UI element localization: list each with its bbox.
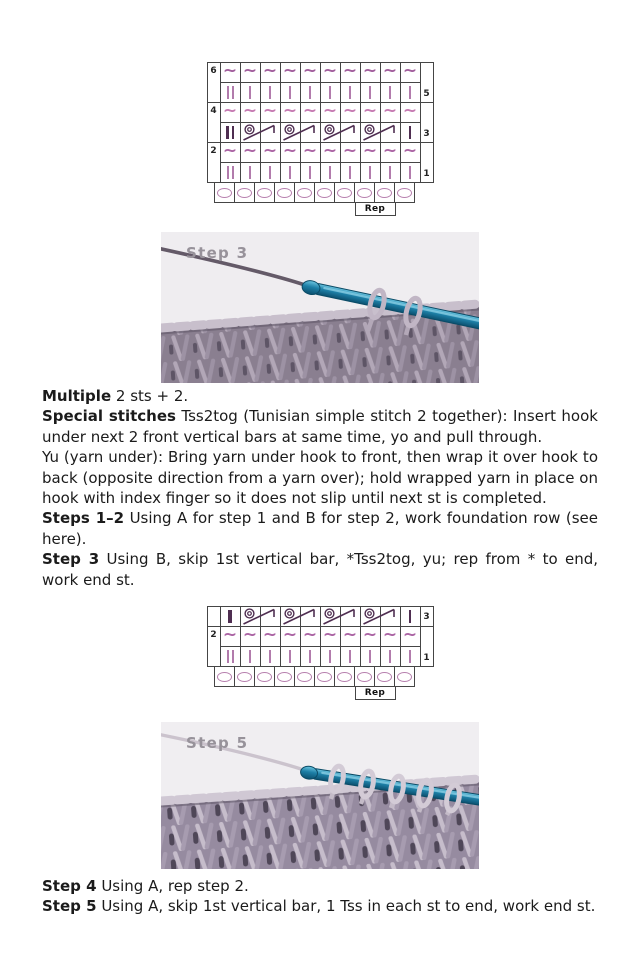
return-pass-symbol: ~ xyxy=(282,61,298,81)
instruction-lead: Step 4 xyxy=(42,877,97,896)
chart-cell xyxy=(334,666,355,687)
return-pass-symbol: ~ xyxy=(322,625,338,646)
chart-cell xyxy=(374,182,395,203)
return-pass-symbol: ~ xyxy=(402,61,418,81)
chart-cell xyxy=(214,182,235,203)
chain-symbol xyxy=(297,672,312,682)
rep-marker: Rep xyxy=(355,686,396,700)
tss2tog-yu-symbol xyxy=(360,606,401,627)
rep-marker: Rep xyxy=(355,202,396,216)
chart-cell xyxy=(380,626,401,647)
return-pass-symbol: ~ xyxy=(302,625,318,646)
chart-cell xyxy=(254,666,275,687)
return-pass-symbol: ~ xyxy=(282,101,298,121)
return-pass-symbol: ~ xyxy=(342,101,358,121)
chart-gutter xyxy=(420,62,434,83)
return-pass-symbol: ~ xyxy=(322,141,338,161)
return-pass-symbol: ~ xyxy=(222,101,238,121)
instruction-paragraph: Steps 1–2 Using A for step 1 and B for step 2, work foundation row (see here). xyxy=(42,509,598,548)
chart-cell xyxy=(280,162,301,183)
chart-cell xyxy=(314,666,335,687)
instruction-paragraph: Step 3 Using B, skip 1st vertical bar, *Tss2tog, yu; rep from * to end, work end st. xyxy=(42,550,598,589)
return-pass-symbol: ~ xyxy=(222,141,238,161)
return-pass-symbol: ~ xyxy=(402,141,418,161)
return-pass-symbol: ~ xyxy=(382,61,398,81)
tss-symbol xyxy=(309,86,311,99)
chart-cell xyxy=(360,102,381,123)
return-pass-symbol: ~ xyxy=(302,101,318,121)
row-number: 3 xyxy=(420,122,434,143)
chart-cell xyxy=(340,626,361,647)
chart-cell xyxy=(260,626,281,647)
tss-symbol xyxy=(269,650,271,663)
instruction-lead: Special stitches xyxy=(42,407,176,426)
chart-cell xyxy=(260,62,281,83)
end-stitch-symbol xyxy=(232,126,235,139)
chart-gutter xyxy=(207,606,221,627)
tss-symbol xyxy=(269,166,271,179)
chart-cell xyxy=(220,62,241,83)
chain-symbol xyxy=(357,188,372,198)
instruction-lead: Multiple xyxy=(42,387,112,405)
return-pass-symbol: ~ xyxy=(382,141,398,161)
tss-symbol xyxy=(249,86,251,99)
chart-gutter xyxy=(420,142,434,163)
row-number: 1 xyxy=(420,646,434,667)
tss2tog-yu-symbol xyxy=(360,122,401,143)
chart-cell xyxy=(320,626,341,647)
return-pass-symbol: ~ xyxy=(322,101,338,121)
row-number: 6 xyxy=(207,62,221,83)
chart-cell xyxy=(320,646,341,667)
foundation-row xyxy=(207,666,434,687)
chart-gutter xyxy=(420,102,434,123)
chain-symbol xyxy=(217,188,232,198)
return-pass-symbol: ~ xyxy=(242,101,258,121)
chart-cell xyxy=(320,142,341,163)
return-pass-symbol: ~ xyxy=(242,625,258,646)
return-pass-symbol: ~ xyxy=(262,141,278,161)
return-pass-symbol: ~ xyxy=(262,101,278,121)
chart-row xyxy=(207,82,434,103)
chart-row xyxy=(207,162,434,183)
return-pass-symbol: ~ xyxy=(222,625,238,646)
return-pass-symbol: ~ xyxy=(342,61,358,81)
chart-cell xyxy=(340,646,361,667)
chart-gutter xyxy=(207,646,221,667)
end-stitch-symbol xyxy=(232,650,234,663)
chart-cell xyxy=(340,142,361,163)
instruction-paragraph: Step 5 Using A, skip 1st vertical bar, 1 Tss in each st to end, work end st. xyxy=(42,897,596,916)
tss2tog-yu-symbol xyxy=(240,122,281,143)
tss-symbol xyxy=(249,166,251,179)
tss-symbol xyxy=(289,86,291,99)
chart-row xyxy=(207,646,434,667)
instruction-paragraph: Special stitches Tss2tog (Tunisian simple stitch 2 together): Insert hook under next 2 front vertical bars at same time, yo and pull through. xyxy=(42,407,598,446)
row-number: 2 xyxy=(207,626,221,647)
chart-cell xyxy=(220,646,241,667)
chart-cell xyxy=(240,82,261,103)
chart-cell xyxy=(234,666,255,687)
tss-symbol xyxy=(349,166,351,179)
chart-cell xyxy=(234,182,255,203)
photo-step-label: Step 5 xyxy=(186,734,249,753)
chart-cell xyxy=(280,142,301,163)
chart-cell xyxy=(260,82,281,103)
chart-cell xyxy=(220,162,241,183)
photo-step-label: Step 3 xyxy=(186,244,249,262)
chart-cell xyxy=(380,82,401,103)
chart-row xyxy=(207,122,434,143)
return-pass-symbol: ~ xyxy=(382,101,398,121)
chart-cell xyxy=(300,82,321,103)
return-pass-symbol: ~ xyxy=(242,61,258,81)
tss-symbol xyxy=(389,166,391,179)
chart-gutter xyxy=(207,122,221,143)
chart-gutter xyxy=(207,82,221,103)
return-pass-symbol: ~ xyxy=(282,141,298,161)
instruction-paragraph: Yu (yarn under): Bring yarn under hook to front, then wrap it over hook to back (opposite direction from a yarn over); hold wrapped yarn in place on hook with index finger so it does not slip until next st is completed. xyxy=(42,448,598,508)
chain-symbol xyxy=(317,188,332,198)
tss-symbol xyxy=(349,650,351,663)
return-pass-symbol: ~ xyxy=(362,625,378,646)
chart-cell xyxy=(380,162,401,183)
chart-cell xyxy=(314,182,335,203)
chart-cell xyxy=(400,626,421,647)
tss2tog-yu-symbol xyxy=(280,122,321,143)
chart-row xyxy=(207,142,434,163)
chart-cell xyxy=(240,162,261,183)
chart-gutter xyxy=(420,626,434,647)
chart-cell xyxy=(240,142,261,163)
chain-symbol xyxy=(337,672,352,682)
chain-symbol xyxy=(257,672,272,682)
instruction-lead: Step 5 xyxy=(42,897,97,916)
chain-symbol xyxy=(217,672,232,682)
chain-symbol xyxy=(277,672,292,682)
return-pass-symbol: ~ xyxy=(362,101,378,121)
step-3-photo xyxy=(161,232,479,383)
chain-symbol xyxy=(397,188,412,198)
instruction-lead: Steps 1–2 xyxy=(42,509,125,528)
chart-cell xyxy=(374,666,395,687)
chart-cell xyxy=(320,102,341,123)
chart-cell xyxy=(240,646,261,667)
tss-symbol xyxy=(228,610,232,623)
chart-cell xyxy=(220,122,241,143)
chart-cell xyxy=(340,62,361,83)
tss-symbol xyxy=(369,166,371,179)
foundation-row xyxy=(207,182,434,203)
chart-cell xyxy=(240,102,261,123)
chart-cell xyxy=(220,82,241,103)
chart-row xyxy=(207,606,434,627)
chart-cell xyxy=(294,182,315,203)
chart-cell xyxy=(300,142,321,163)
chart-cell xyxy=(340,102,361,123)
chain-symbol xyxy=(237,188,252,198)
chart-cell xyxy=(220,606,241,627)
tss-symbol xyxy=(289,650,291,663)
chart-cell xyxy=(400,646,421,667)
chart-cell xyxy=(300,646,321,667)
chart-cell xyxy=(254,182,275,203)
chart-cell xyxy=(220,626,241,647)
chart-cell xyxy=(274,666,295,687)
chart-cell xyxy=(380,646,401,667)
chart-cell xyxy=(300,102,321,123)
chart-cell xyxy=(360,82,381,103)
return-pass-symbol: ~ xyxy=(322,61,338,81)
chart-cell xyxy=(300,62,321,83)
tss-symbol xyxy=(409,126,411,139)
stitch-chart-bottom xyxy=(207,606,434,700)
row-number: 4 xyxy=(207,102,221,123)
chain-symbol xyxy=(337,188,352,198)
chain-symbol xyxy=(377,672,392,682)
chart-cell xyxy=(214,666,235,687)
chart-gutter xyxy=(207,162,221,183)
chart-cell xyxy=(400,606,421,627)
chart-cell xyxy=(400,142,421,163)
end-stitch-symbol xyxy=(232,166,234,179)
stitch-chart-top xyxy=(207,62,434,216)
chart-cell xyxy=(300,162,321,183)
chart-cell xyxy=(360,646,381,667)
tss-symbol xyxy=(249,650,251,663)
return-pass-symbol: ~ xyxy=(222,61,238,81)
end-stitch-symbol xyxy=(232,86,234,99)
chart-cell xyxy=(400,62,421,83)
return-pass-symbol: ~ xyxy=(302,141,318,161)
chart-cell xyxy=(360,62,381,83)
chain-symbol xyxy=(237,672,252,682)
chart-cell xyxy=(400,82,421,103)
instruction-lead: Step 3 xyxy=(42,550,100,569)
tss-symbol xyxy=(369,650,371,663)
return-pass-symbol: ~ xyxy=(402,625,418,646)
tss-symbol xyxy=(369,86,371,99)
chart-cell xyxy=(360,626,381,647)
tss-symbol xyxy=(289,166,291,179)
instruction-paragraph: Multiple 2 sts + 2. xyxy=(42,387,189,405)
row-number: 5 xyxy=(420,82,434,103)
chart-cell xyxy=(394,666,415,687)
chain-symbol xyxy=(277,188,292,198)
chart-cell xyxy=(394,182,415,203)
tss-symbol xyxy=(329,86,331,99)
chart-cell xyxy=(334,182,355,203)
return-pass-symbol: ~ xyxy=(262,61,278,81)
return-pass-symbol: ~ xyxy=(362,141,378,161)
return-pass-symbol: ~ xyxy=(382,625,398,646)
chain-symbol xyxy=(397,672,412,682)
chart-cell xyxy=(400,122,421,143)
chart-row xyxy=(207,62,434,83)
return-pass-symbol: ~ xyxy=(402,101,418,121)
chain-symbol xyxy=(377,188,392,198)
tss2tog-yu-symbol xyxy=(320,122,361,143)
chart-cell xyxy=(220,102,241,123)
chart-cell xyxy=(380,142,401,163)
chart-cell xyxy=(260,102,281,123)
tss-symbol xyxy=(349,86,351,99)
chart-cell xyxy=(400,102,421,123)
chart-cell xyxy=(300,626,321,647)
tss-symbol xyxy=(409,86,411,99)
tss-symbol xyxy=(409,166,411,179)
chart-cell xyxy=(354,666,375,687)
row-number: 1 xyxy=(420,162,434,183)
tss-symbol xyxy=(309,166,311,179)
return-pass-symbol: ~ xyxy=(342,625,358,646)
chart-cell xyxy=(280,646,301,667)
return-pass-symbol: ~ xyxy=(342,141,358,161)
tss2tog-yu-symbol xyxy=(240,606,281,627)
return-pass-symbol: ~ xyxy=(282,625,298,646)
step-5-photo xyxy=(161,722,479,869)
chart-row xyxy=(207,626,434,647)
return-pass-symbol: ~ xyxy=(302,61,318,81)
chart-cell xyxy=(320,82,341,103)
return-pass-symbol: ~ xyxy=(262,625,278,646)
chart-cell xyxy=(240,62,261,83)
instructions-block-1 xyxy=(42,386,598,590)
tss-symbol xyxy=(329,650,331,663)
tss-symbol xyxy=(389,86,391,99)
tss-symbol xyxy=(409,610,411,623)
instructions-block-2 xyxy=(42,876,598,917)
return-pass-symbol: ~ xyxy=(242,141,258,161)
tss2tog-yu-symbol xyxy=(280,606,321,627)
chart-cell xyxy=(380,102,401,123)
chart-cell xyxy=(354,182,375,203)
chart-cell xyxy=(280,62,301,83)
chart-cell xyxy=(240,626,261,647)
chart-cell xyxy=(360,142,381,163)
chart-cell xyxy=(280,626,301,647)
chart-cell xyxy=(274,182,295,203)
chart-cell xyxy=(280,102,301,123)
return-pass-symbol: ~ xyxy=(362,61,378,81)
chart-cell xyxy=(220,142,241,163)
chart-cell xyxy=(320,162,341,183)
chain-symbol xyxy=(297,188,312,198)
chart-row xyxy=(207,102,434,123)
tss-symbol xyxy=(409,650,411,663)
tss-symbol xyxy=(269,86,271,99)
chart-cell xyxy=(380,62,401,83)
chain-symbol xyxy=(257,188,272,198)
tss-symbol xyxy=(309,650,311,663)
tss-symbol xyxy=(389,650,391,663)
chain-symbol xyxy=(357,672,372,682)
row-number: 2 xyxy=(207,142,221,163)
row-number: 3 xyxy=(420,606,434,627)
chart-cell xyxy=(360,162,381,183)
chart-cell xyxy=(260,142,281,163)
chain-symbol xyxy=(317,672,332,682)
chart-cell xyxy=(340,162,361,183)
chart-cell xyxy=(320,62,341,83)
tss2tog-yu-symbol xyxy=(320,606,361,627)
chart-cell xyxy=(294,666,315,687)
chart-cell xyxy=(260,646,281,667)
instruction-paragraph: Step 4 Using A, rep step 2. xyxy=(42,877,249,896)
tss-symbol xyxy=(329,166,331,179)
chart-cell xyxy=(400,162,421,183)
chart-cell xyxy=(260,162,281,183)
chart-cell xyxy=(280,82,301,103)
chart-cell xyxy=(340,82,361,103)
